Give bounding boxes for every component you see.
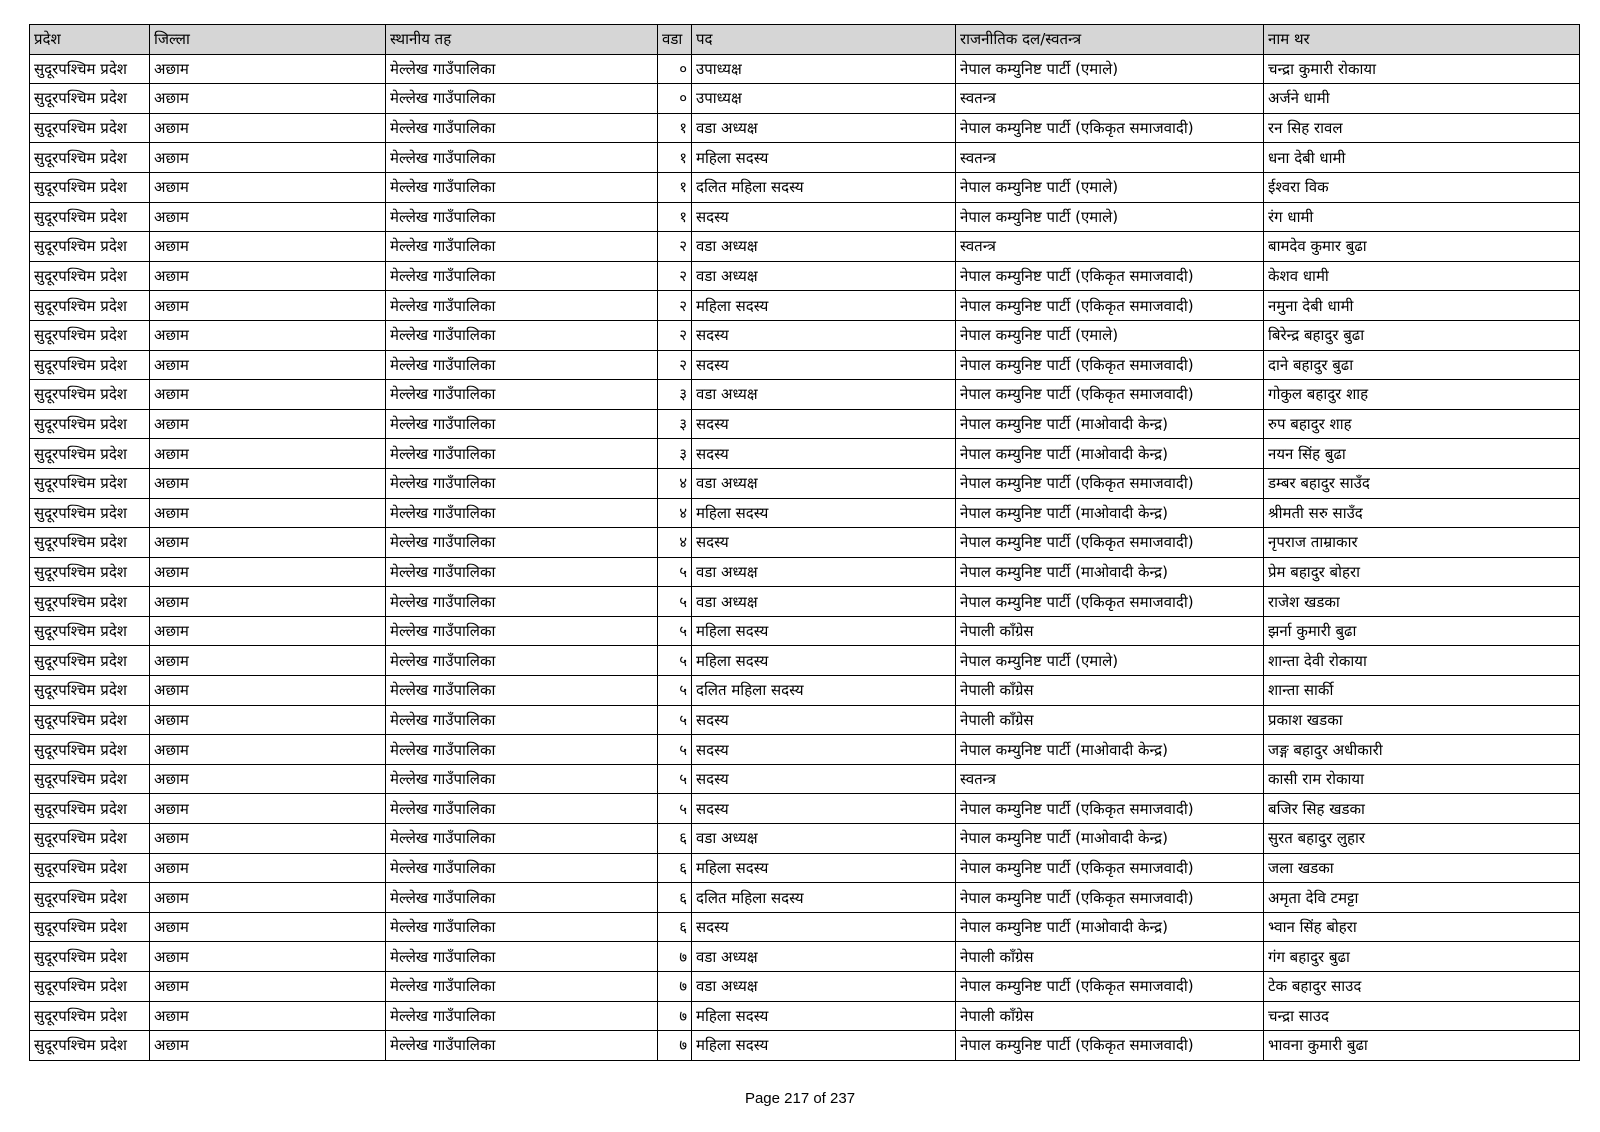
local-level-cell: मेल्लेख गाउँपालिका xyxy=(386,705,658,735)
district-cell: अछाम xyxy=(150,764,386,794)
table-row xyxy=(30,409,1580,439)
post-cell: वडा अध्यक्ष xyxy=(692,972,956,1002)
party-cell: स्वतन्त्र xyxy=(956,232,1264,262)
party-cell: नेपाल कम्युनिष्ट पार्टी (एकिकृत समाजवादी) xyxy=(956,794,1264,824)
province-cell: सुदूरपश्चिम प्रदेश xyxy=(30,912,150,942)
party-cell: नेपाल कम्युनिष्ट पार्टी (माओवादी केन्द्र) xyxy=(956,912,1264,942)
province-cell: सुदूरपश्चिम प्रदेश xyxy=(30,676,150,706)
local-level-cell: मेल्लेख गाउँपालिका xyxy=(386,587,658,617)
province-cell: सुदूरपश्चिम प्रदेश xyxy=(30,528,150,558)
table-row xyxy=(30,1031,1580,1061)
party-cell: नेपाल कम्युनिष्ट पार्टी (एमाले) xyxy=(956,320,1264,350)
local-level-cell: मेल्लेख गाउँपालिका xyxy=(386,439,658,469)
province-cell: सुदूरपश्चिम प्रदेश xyxy=(30,942,150,972)
local-level-cell: मेल्लेख गाउँपालिका xyxy=(386,853,658,883)
province-cell: सुदूरपश्चिम प्रदेश xyxy=(30,883,150,913)
district-cell: अछाम xyxy=(150,380,386,410)
province-cell: सुदूरपश्चिम प्रदेश xyxy=(30,1031,150,1061)
post-cell: सदस्य xyxy=(692,764,956,794)
local-level-cell: मेल्लेख गाउँपालिका xyxy=(386,1031,658,1061)
ward-cell: ५ xyxy=(658,676,692,706)
post-cell: दलित महिला सदस्य xyxy=(692,172,956,202)
party-cell: नेपाल कम्युनिष्ट पार्टी (एकिकृत समाजवादी) xyxy=(956,350,1264,380)
ward-cell: ५ xyxy=(658,587,692,617)
table-row xyxy=(30,764,1580,794)
post-cell: महिला सदस्य xyxy=(692,646,956,676)
district-cell: अछाम xyxy=(150,350,386,380)
table-row xyxy=(30,587,1580,617)
name-cell: श्रीमती सरु साउँद xyxy=(1264,498,1580,528)
post-cell: उपाध्यक्ष xyxy=(692,84,956,114)
district-cell: अछाम xyxy=(150,468,386,498)
province-cell: सुदूरपश्चिम प्रदेश xyxy=(30,794,150,824)
header-cell-party: राजनीतिक दल/स्वतन्त्र xyxy=(956,25,1264,55)
table-row xyxy=(30,735,1580,765)
table-body xyxy=(30,54,1580,1060)
ward-cell: २ xyxy=(658,261,692,291)
name-cell: दाने बहादुर बुढा xyxy=(1264,350,1580,380)
header-cell-ward: वडा xyxy=(658,25,692,55)
post-cell: सदस्य xyxy=(692,439,956,469)
ward-cell: १ xyxy=(658,113,692,143)
local-level-cell: मेल्लेख गाउँपालिका xyxy=(386,646,658,676)
party-cell: नेपाली काँग्रेस xyxy=(956,676,1264,706)
local-level-cell: मेल्लेख गाउँपालिका xyxy=(386,350,658,380)
table-row xyxy=(30,202,1580,232)
post-cell: सदस्य xyxy=(692,912,956,942)
party-cell: नेपाल कम्युनिष्ट पार्टी (एकिकृत समाजवादी) xyxy=(956,528,1264,558)
province-cell: सुदूरपश्चिम प्रदेश xyxy=(30,824,150,854)
table-row xyxy=(30,320,1580,350)
table-row xyxy=(30,172,1580,202)
party-cell: नेपाल कम्युनिष्ट पार्टी (माओवादी केन्द्र) xyxy=(956,409,1264,439)
ward-cell: ६ xyxy=(658,912,692,942)
local-level-cell: मेल्लेख गाउँपालिका xyxy=(386,232,658,262)
ward-cell: २ xyxy=(658,232,692,262)
table-row xyxy=(30,912,1580,942)
post-cell: महिला सदस्य xyxy=(692,1031,956,1061)
district-cell: अछाम xyxy=(150,84,386,114)
province-cell: सुदूरपश्चिम प्रदेश xyxy=(30,764,150,794)
province-cell: सुदूरपश्चिम प्रदेश xyxy=(30,498,150,528)
table-row xyxy=(30,646,1580,676)
local-level-cell: मेल्लेख गाउँपालिका xyxy=(386,883,658,913)
local-level-cell: मेल्लेख गाउँपालिका xyxy=(386,84,658,114)
post-cell: वडा अध्यक्ष xyxy=(692,587,956,617)
district-cell: अछाम xyxy=(150,972,386,1002)
district-cell: अछाम xyxy=(150,1031,386,1061)
table-row xyxy=(30,468,1580,498)
post-cell: सदस्य xyxy=(692,202,956,232)
district-cell: अछाम xyxy=(150,498,386,528)
ward-cell: ५ xyxy=(658,705,692,735)
province-cell: सुदूरपश्चिम प्रदेश xyxy=(30,380,150,410)
name-cell: रंग धामी xyxy=(1264,202,1580,232)
local-level-cell: मेल्लेख गाउँपालिका xyxy=(386,794,658,824)
name-cell: झर्ना कुमारी बुढा xyxy=(1264,616,1580,646)
district-cell: अछाम xyxy=(150,942,386,972)
post-cell: महिला सदस्य xyxy=(692,853,956,883)
party-cell: नेपाली काँग्रेस xyxy=(956,705,1264,735)
province-cell: सुदूरपश्चिम प्रदेश xyxy=(30,439,150,469)
district-cell: अछाम xyxy=(150,587,386,617)
ward-cell: ७ xyxy=(658,972,692,1002)
district-cell: अछाम xyxy=(150,439,386,469)
local-level-cell: मेल्लेख गाउँपालिका xyxy=(386,942,658,972)
name-cell: रुप बहादुर शाह xyxy=(1264,409,1580,439)
ward-cell: ३ xyxy=(658,409,692,439)
post-cell: सदस्य xyxy=(692,794,956,824)
district-cell: अछाम xyxy=(150,113,386,143)
party-cell: नेपाल कम्युनिष्ट पार्टी (एमाले) xyxy=(956,202,1264,232)
province-cell: सुदूरपश्चिम प्रदेश xyxy=(30,853,150,883)
district-cell: अछाम xyxy=(150,705,386,735)
district-cell: अछाम xyxy=(150,261,386,291)
party-cell: स्वतन्त्र xyxy=(956,764,1264,794)
post-cell: वडा अध्यक्ष xyxy=(692,261,956,291)
name-cell: ईश्वरा विक xyxy=(1264,172,1580,202)
ward-cell: ७ xyxy=(658,942,692,972)
province-cell: सुदूरपश्चिम प्रदेश xyxy=(30,172,150,202)
party-cell: नेपाल कम्युनिष्ट पार्टी (माओवादी केन्द्र) xyxy=(956,439,1264,469)
party-cell: नेपाल कम्युनिष्ट पार्टी (एकिकृत समाजवादी) xyxy=(956,113,1264,143)
party-cell: नेपाल कम्युनिष्ट पार्टी (एमाले) xyxy=(956,646,1264,676)
local-level-cell: मेल्लेख गाउँपालिका xyxy=(386,468,658,498)
party-cell: नेपाली काँग्रेस xyxy=(956,1001,1264,1031)
table-row xyxy=(30,498,1580,528)
header-cell-post: पद xyxy=(692,25,956,55)
name-cell: केशव धामी xyxy=(1264,261,1580,291)
post-cell: महिला सदस्य xyxy=(692,291,956,321)
ward-cell: ५ xyxy=(658,616,692,646)
local-level-cell: मेल्लेख गाउँपालिका xyxy=(386,912,658,942)
table-row xyxy=(30,883,1580,913)
name-cell: टेक बहादुर साउद xyxy=(1264,972,1580,1002)
party-cell: नेपाल कम्युनिष्ट पार्टी (एकिकृत समाजवादी) xyxy=(956,468,1264,498)
ward-cell: १ xyxy=(658,143,692,173)
district-cell: अछाम xyxy=(150,912,386,942)
ward-cell: २ xyxy=(658,291,692,321)
table-row xyxy=(30,794,1580,824)
post-cell: सदस्य xyxy=(692,320,956,350)
name-cell: राजेश खडका xyxy=(1264,587,1580,617)
table-row xyxy=(30,1001,1580,1031)
table-row xyxy=(30,84,1580,114)
local-level-cell: मेल्लेख गाउँपालिका xyxy=(386,735,658,765)
table-row xyxy=(30,972,1580,1002)
province-cell: सुदूरपश्चिम प्रदेश xyxy=(30,735,150,765)
district-cell: अछाम xyxy=(150,616,386,646)
local-level-cell: मेल्लेख गाउँपालिका xyxy=(386,557,658,587)
province-cell: सुदूरपश्चिम प्रदेश xyxy=(30,320,150,350)
district-cell: अछाम xyxy=(150,409,386,439)
header-cell-province: प्रदेश xyxy=(30,25,150,55)
district-cell: अछाम xyxy=(150,824,386,854)
name-cell: अमृता देवि टमट्टा xyxy=(1264,883,1580,913)
table-row xyxy=(30,113,1580,143)
ward-cell: ६ xyxy=(658,853,692,883)
district-cell: अछाम xyxy=(150,883,386,913)
table-row xyxy=(30,143,1580,173)
post-cell: महिला सदस्य xyxy=(692,498,956,528)
local-level-cell: मेल्लेख गाउँपालिका xyxy=(386,616,658,646)
province-cell: सुदूरपश्चिम प्रदेश xyxy=(30,557,150,587)
district-cell: अछाम xyxy=(150,557,386,587)
name-cell: भ्वान सिंह बोहरा xyxy=(1264,912,1580,942)
post-cell: वडा अध्यक्ष xyxy=(692,468,956,498)
party-cell: नेपाल कम्युनिष्ट पार्टी (एकिकृत समाजवादी) xyxy=(956,883,1264,913)
ward-cell: ४ xyxy=(658,528,692,558)
table-row xyxy=(30,350,1580,380)
district-cell: अछाम xyxy=(150,676,386,706)
name-cell: गोकुल बहादुर शाह xyxy=(1264,380,1580,410)
name-cell: बिरेन्द्र बहादुर बुढा xyxy=(1264,320,1580,350)
party-cell: नेपाली काँग्रेस xyxy=(956,616,1264,646)
post-cell: महिला सदस्य xyxy=(692,616,956,646)
header-row xyxy=(30,25,1580,55)
post-cell: दलित महिला सदस्य xyxy=(692,676,956,706)
name-cell: शान्ता सार्की xyxy=(1264,676,1580,706)
local-level-cell: मेल्लेख गाउँपालिका xyxy=(386,528,658,558)
party-cell: नेपाल कम्युनिष्ट पार्टी (एकिकृत समाजवादी) xyxy=(956,1031,1264,1061)
ward-cell: ३ xyxy=(658,380,692,410)
post-cell: सदस्य xyxy=(692,409,956,439)
ward-cell: ५ xyxy=(658,794,692,824)
district-cell: अछाम xyxy=(150,528,386,558)
party-cell: नेपाल कम्युनिष्ट पार्टी (माओवादी केन्द्र) xyxy=(956,735,1264,765)
post-cell: वडा अध्यक्ष xyxy=(692,942,956,972)
ward-cell: ० xyxy=(658,54,692,84)
province-cell: सुदूरपश्चिम प्रदेश xyxy=(30,350,150,380)
district-cell: अछाम xyxy=(150,232,386,262)
party-cell: नेपाल कम्युनिष्ट पार्टी (माओवादी केन्द्र) xyxy=(956,498,1264,528)
ward-cell: ५ xyxy=(658,557,692,587)
district-cell: अछाम xyxy=(150,54,386,84)
name-cell: सुरत बहादुर लुहार xyxy=(1264,824,1580,854)
province-cell: सुदूरपश्चिम प्रदेश xyxy=(30,468,150,498)
name-cell: नयन सिंह बुढा xyxy=(1264,439,1580,469)
party-cell: नेपाल कम्युनिष्ट पार्टी (एकिकृत समाजवादी) xyxy=(956,291,1264,321)
province-cell: सुदूरपश्चिम प्रदेश xyxy=(30,409,150,439)
local-level-cell: मेल्लेख गाउँपालिका xyxy=(386,54,658,84)
table-row xyxy=(30,942,1580,972)
local-level-cell: मेल्लेख गाउँपालिका xyxy=(386,143,658,173)
post-cell: सदस्य xyxy=(692,705,956,735)
province-cell: सुदूरपश्चिम प्रदेश xyxy=(30,1001,150,1031)
district-cell: अछाम xyxy=(150,735,386,765)
local-level-cell: मेल्लेख गाउँपालिका xyxy=(386,113,658,143)
province-cell: सुदूरपश्चिम प्रदेश xyxy=(30,84,150,114)
party-cell: स्वतन्त्र xyxy=(956,84,1264,114)
local-level-cell: मेल्लेख गाउँपालिका xyxy=(386,261,658,291)
party-cell: नेपाली काँग्रेस xyxy=(956,942,1264,972)
name-cell: भावना कुमारी बुढा xyxy=(1264,1031,1580,1061)
party-cell: नेपाल कम्युनिष्ट पार्टी (एकिकृत समाजवादी) xyxy=(956,853,1264,883)
district-cell: अछाम xyxy=(150,291,386,321)
province-cell: सुदूरपश्चिम प्रदेश xyxy=(30,261,150,291)
province-cell: सुदूरपश्चिम प्रदेश xyxy=(30,232,150,262)
table-row xyxy=(30,705,1580,735)
table-row xyxy=(30,557,1580,587)
post-cell: वडा अध्यक्ष xyxy=(692,113,956,143)
header-cell-name: नाम थर xyxy=(1264,25,1580,55)
party-cell: नेपाल कम्युनिष्ट पार्टी (माओवादी केन्द्र) xyxy=(956,557,1264,587)
table-row xyxy=(30,528,1580,558)
district-cell: अछाम xyxy=(150,202,386,232)
ward-cell: ३ xyxy=(658,439,692,469)
local-level-cell: मेल्लेख गाउँपालिका xyxy=(386,380,658,410)
ward-cell: ४ xyxy=(658,468,692,498)
name-cell: शान्ता देवी रोकाया xyxy=(1264,646,1580,676)
party-cell: स्वतन्त्र xyxy=(956,143,1264,173)
district-cell: अछाम xyxy=(150,1001,386,1031)
table-row xyxy=(30,616,1580,646)
province-cell: सुदूरपश्चिम प्रदेश xyxy=(30,143,150,173)
district-cell: अछाम xyxy=(150,172,386,202)
header-cell-district: जिल्ला xyxy=(150,25,386,55)
province-cell: सुदूरपश्चिम प्रदेश xyxy=(30,705,150,735)
table-row xyxy=(30,824,1580,854)
name-cell: बजिर सिह खडका xyxy=(1264,794,1580,824)
table-row xyxy=(30,54,1580,84)
ward-cell: ७ xyxy=(658,1031,692,1061)
name-cell: बामदेव कुमार बुढा xyxy=(1264,232,1580,262)
table-row xyxy=(30,380,1580,410)
name-cell: गंग बहादुर बुढा xyxy=(1264,942,1580,972)
table-row xyxy=(30,676,1580,706)
local-level-cell: मेल्लेख गाउँपालिका xyxy=(386,498,658,528)
post-cell: महिला सदस्य xyxy=(692,143,956,173)
party-cell: नेपाल कम्युनिष्ट पार्टी (एकिकृत समाजवादी) xyxy=(956,587,1264,617)
province-cell: सुदूरपश्चिम प्रदेश xyxy=(30,202,150,232)
local-level-cell: मेल्लेख गाउँपालिका xyxy=(386,972,658,1002)
party-cell: नेपाल कम्युनिष्ट पार्टी (एमाले) xyxy=(956,172,1264,202)
ward-cell: २ xyxy=(658,320,692,350)
province-cell: सुदूरपश्चिम प्रदेश xyxy=(30,54,150,84)
local-level-cell: मेल्लेख गाउँपालिका xyxy=(386,202,658,232)
ward-cell: ६ xyxy=(658,883,692,913)
name-cell: नमुना देबी धामी xyxy=(1264,291,1580,321)
province-cell: सुदूरपश्चिम प्रदेश xyxy=(30,587,150,617)
district-cell: अछाम xyxy=(150,853,386,883)
ward-cell: २ xyxy=(658,350,692,380)
district-cell: अछाम xyxy=(150,794,386,824)
district-cell: अछाम xyxy=(150,646,386,676)
post-cell: दलित महिला सदस्य xyxy=(692,883,956,913)
district-cell: अछाम xyxy=(150,320,386,350)
local-level-cell: मेल्लेख गाउँपालिका xyxy=(386,764,658,794)
table-row xyxy=(30,291,1580,321)
local-level-cell: मेल्लेख गाउँपालिका xyxy=(386,824,658,854)
name-cell: जङ्ग बहादुर अधीकारी xyxy=(1264,735,1580,765)
party-cell: नेपाल कम्युनिष्ट पार्टी (एकिकृत समाजवादी) xyxy=(956,972,1264,1002)
party-cell: नेपाल कम्युनिष्ट पार्टी (माओवादी केन्द्र) xyxy=(956,824,1264,854)
post-cell: वडा अध्यक्ष xyxy=(692,232,956,262)
post-cell: वडा अध्यक्ष xyxy=(692,557,956,587)
local-level-cell: मेल्लेख गाउँपालिका xyxy=(386,676,658,706)
ward-cell: १ xyxy=(658,172,692,202)
table-row xyxy=(30,232,1580,262)
district-cell: अछाम xyxy=(150,143,386,173)
local-level-cell: मेल्लेख गाउँपालिका xyxy=(386,409,658,439)
name-cell: जला खडका xyxy=(1264,853,1580,883)
name-cell: कासी राम रोकाया xyxy=(1264,764,1580,794)
page-number: Page 217 of 237 xyxy=(744,1090,856,1107)
name-cell: नृपराज ताम्राकार xyxy=(1264,528,1580,558)
name-cell: अर्जने धामी xyxy=(1264,84,1580,114)
province-cell: सुदूरपश्चिम प्रदेश xyxy=(30,616,150,646)
post-cell: उपाध्यक्ष xyxy=(692,54,956,84)
name-cell: डम्बर बहादुर साउँद xyxy=(1264,468,1580,498)
name-cell: प्रेम बहादुर बोहरा xyxy=(1264,557,1580,587)
post-cell: सदस्य xyxy=(692,528,956,558)
post-cell: सदस्य xyxy=(692,350,956,380)
ward-cell: ५ xyxy=(658,764,692,794)
party-cell: नेपाल कम्युनिष्ट पार्टी (एकिकृत समाजवादी) xyxy=(956,380,1264,410)
province-cell: सुदूरपश्चिम प्रदेश xyxy=(30,646,150,676)
ward-cell: ५ xyxy=(658,735,692,765)
table-row xyxy=(30,439,1580,469)
post-cell: वडा अध्यक्ष xyxy=(692,824,956,854)
province-cell: सुदूरपश्चिम प्रदेश xyxy=(30,291,150,321)
post-cell: सदस्य xyxy=(692,735,956,765)
party-cell: नेपाल कम्युनिष्ट पार्टी (एमाले) xyxy=(956,54,1264,84)
header-cell-local-level: स्थानीय तह xyxy=(386,25,658,55)
ward-cell: ० xyxy=(658,84,692,114)
name-cell: प्रकाश खडका xyxy=(1264,705,1580,735)
local-level-cell: मेल्लेख गाउँपालिका xyxy=(386,291,658,321)
results-table xyxy=(29,24,1580,1061)
ward-cell: ६ xyxy=(658,824,692,854)
name-cell: रन सिह रावल xyxy=(1264,113,1580,143)
ward-cell: ५ xyxy=(658,646,692,676)
post-cell: महिला सदस्य xyxy=(692,1001,956,1031)
province-cell: सुदूरपश्चिम प्रदेश xyxy=(30,972,150,1002)
local-level-cell: मेल्लेख गाउँपालिका xyxy=(386,172,658,202)
party-cell: नेपाल कम्युनिष्ट पार्टी (एकिकृत समाजवादी) xyxy=(956,261,1264,291)
ward-cell: १ xyxy=(658,202,692,232)
name-cell: चन्द्रा साउद xyxy=(1264,1001,1580,1031)
ward-cell: ७ xyxy=(658,1001,692,1031)
name-cell: चन्द्रा कुमारी रोकाया xyxy=(1264,54,1580,84)
local-level-cell: मेल्लेख गाउँपालिका xyxy=(386,320,658,350)
post-cell: वडा अध्यक्ष xyxy=(692,380,956,410)
province-cell: सुदूरपश्चिम प्रदेश xyxy=(30,113,150,143)
local-level-cell: मेल्लेख गाउँपालिका xyxy=(386,1001,658,1031)
ward-cell: ४ xyxy=(658,498,692,528)
name-cell: धना देबी धामी xyxy=(1264,143,1580,173)
table-row xyxy=(30,261,1580,291)
table-row xyxy=(30,853,1580,883)
